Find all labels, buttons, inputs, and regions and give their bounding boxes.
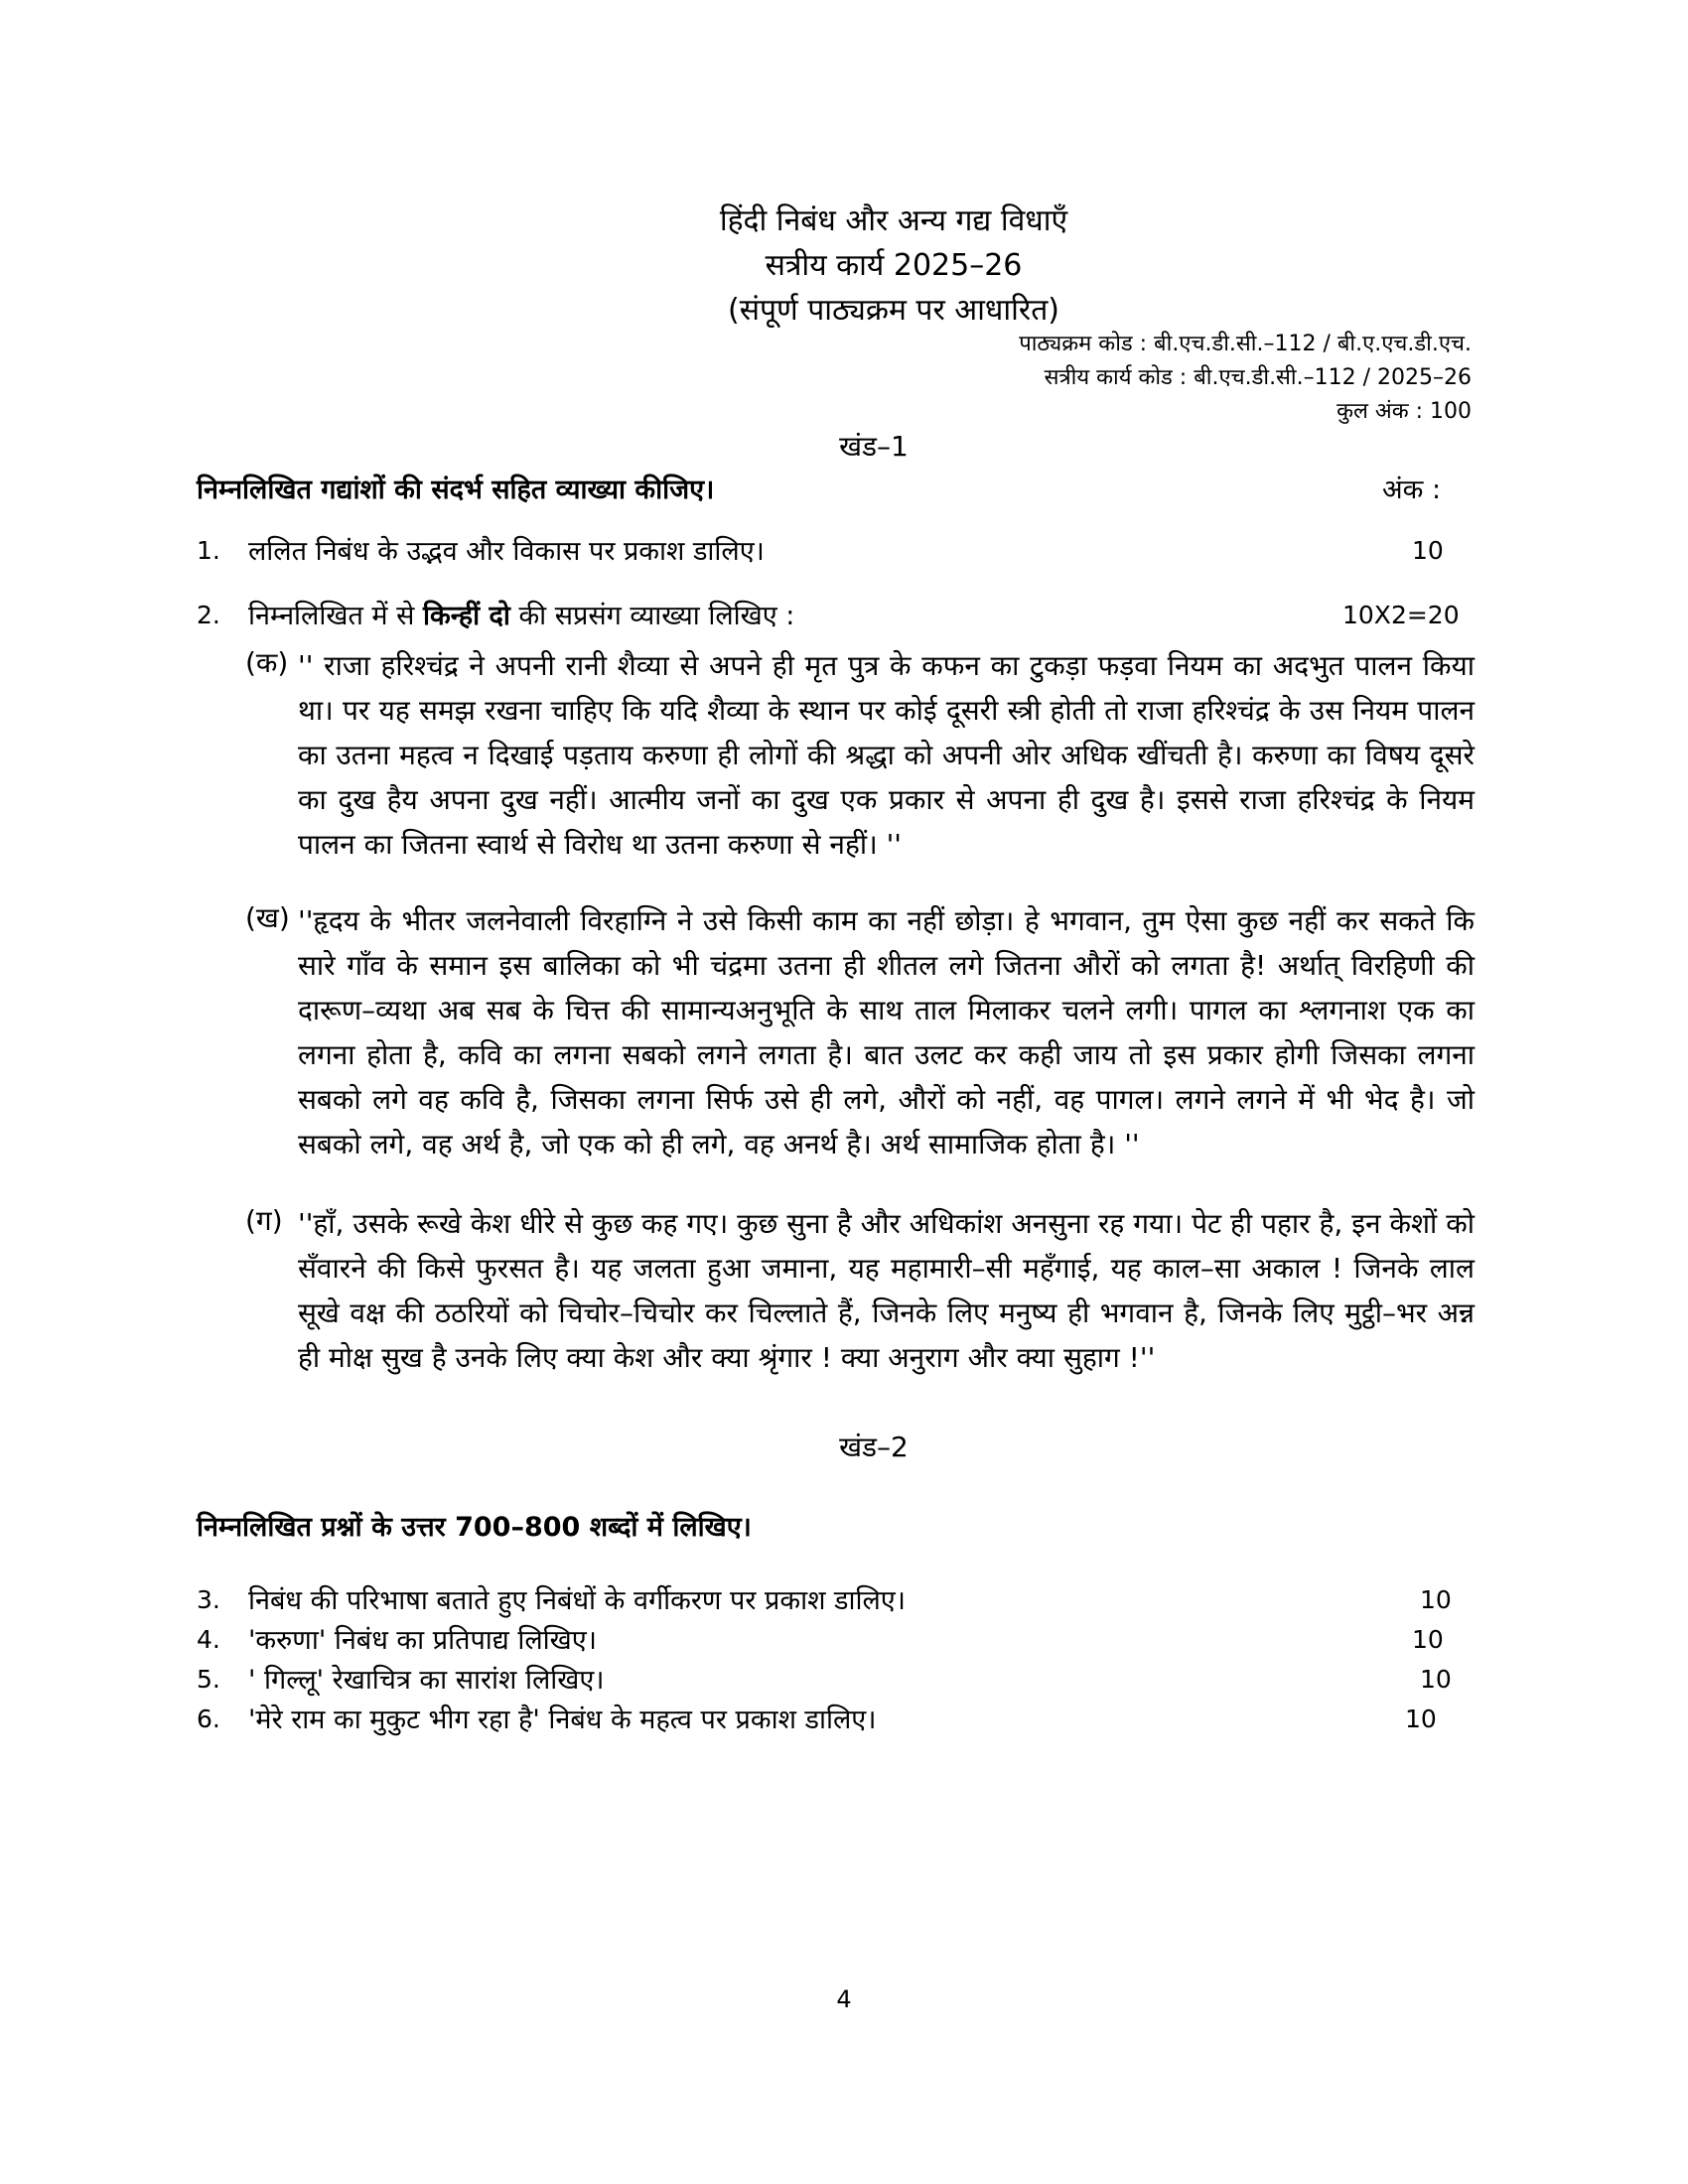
question-2-text-bold: किन्हीं दो (422, 601, 510, 631)
question-4-number: 4. (197, 1625, 220, 1654)
passage-ka-text: '' राजा हरिश्चंद्र ने अपनी रानी शैव्या से अपने ही मृत पुत्र के कफन का टुकड़ा फड़वा नियम का अदभुत पालन किया था। पर यह समझ रखना चाहिए कि यदि शैव्या के स्थान पर कोई दूसरी स्त्री होती तो राजा हरिश्चंद्र के उस नियम पालन का उतना महत्व न दिखाई पड़ताय करुणा ही लोगों की श्रद्धा को अपनी ओर अधिक खींचती है। करुणा का विषय दूसरे का दुख हैय अपना दुख नहीं। आत्मीय जनों का दुख एक प्रकार से अपना ही दुख है। इससे राजा हरिश्चंद्र के नियम पालन का जितना स्वार्थ से विरोध था उतना करुणा से नहीं। '' (298, 649, 1475, 861)
question-3-number: 3. (197, 1585, 220, 1614)
section-1-heading: खंड–1 (839, 430, 909, 463)
question-6-marks: 10 (1405, 1705, 1437, 1733)
total-marks: कुल अंक : 100 (1336, 399, 1472, 424)
passage-ga-label: (ग) (245, 1204, 283, 1237)
document-subtitle: सत्रीय कार्य 2025–26 (765, 248, 1023, 283)
question-2-text (248, 596, 794, 632)
passage-ka-label: (क) (245, 646, 289, 679)
question-1-text: ललित निबंध के उद्भव और विकास पर प्रकाश डालिए। (248, 536, 765, 567)
question-3-marks: 10 (1420, 1585, 1452, 1614)
question-2-marks: 10X2=20 (1342, 601, 1460, 629)
question-2-text-prefix: निम्नलिखित में से (248, 601, 423, 631)
question-6-number: 6. (197, 1705, 220, 1733)
question-5-text: ' गिल्लू' रेखाचित्र का सारांश लिखिए। (248, 1665, 605, 1696)
question-2-text-suffix: की सप्रसंग व्याख्या लिखिए : (509, 601, 795, 631)
section-1-instruction: निम्नलिखित गद्यांशों की संदर्भ सहित व्याख्या कीजिए। (197, 475, 715, 505)
question-1-marks: 10 (1412, 536, 1444, 565)
question-3-text: निबंध की परिभाषा बताते हुए निबंधों के वर्गीकरण पर प्रकाश डालिए। (248, 1585, 906, 1616)
page-number: 4 (836, 1985, 852, 2013)
question-2-number: 2. (197, 601, 220, 629)
section-2-instruction: निम्नलिखित प्रश्नों के उत्तर 700–800 शब्दों में लिखिए। (197, 1512, 752, 1543)
question-6-text: 'मेरे राम का मुकुट भीग रहा है' निबंध के महत्व पर प्रकाश डालिए। (248, 1705, 877, 1735)
question-5-number: 5. (197, 1665, 220, 1694)
document-basis-note: (संपूर्ण पाठ्यक्रम पर आधारित) (727, 293, 1060, 328)
question-4-marks: 10 (1412, 1625, 1444, 1654)
assignment-code: सत्रीय कार्य कोड : बी.एच.डी.सी.–112 / 2025–26 (1044, 365, 1472, 390)
passage-ga-text: ''हाँ, उसके रूखे केश धीरे से कुछ कह गए। कुछ सुना है और अधिकांश अनसुना रह गया। पेट ही पहार है, इन केशों को सँवारने की किसे फुरसत है। यह जलता हुआ जमाना, यह महामारी–सी महँगाई, यह काल–सा अकाल ! जिनके लाल सूखे वक्ष की ठठरियों को चिचोर–चिचोर कर चिल्लाते हैं, जिनके लिए मनुष्य ही भगवान है, जिनके लिए मुट्ठी–भर अन्न ही मोक्ष सुख है उनके लिए क्या केश और क्या श्रृंगार ! क्या अनुराग और क्या सुहाग !'' (298, 1207, 1475, 1374)
question-5-marks: 10 (1420, 1665, 1452, 1694)
question-1-number: 1. (197, 536, 220, 565)
document-title: हिंदी निबंध और अन्य गद्य विधाएँ (719, 204, 1068, 238)
course-code: पाठ्यक्रम कोड : बी.एच.डी.सी.–112 / बी.ए.एच.डी.एच. (1019, 332, 1472, 356)
passage-kha-text: ''हृदय के भीतर जलनेवाली विरहाग्नि ने उसे किसी काम का नहीं छोड़ा। हे भगवान, तुम ऐसा कुछ नहीं कर सकते कि सारे गाँव के समान इस बालिका को भी चंद्रमा उतना ही शीतल लगे जितना औरों को लगता है! अर्थात् विरहिणी की दारूण–व्यथा अब सब के चित्त की सामान्यअनुभूति के साथ ताल मिलाकर चलने लगी। पागल का श्लगनाश एक का लगना होता है, कवि का लगना सबको लगने लगता है। बात उलट कर कही जाय तो इस प्रकार होगी जिसका लगना सबको लगे वह कवि है, जिसका लगना सिर्फ उसे ही लगे, औरों को नहीं, वह पागल। लगने लगने में भी भेद है। जो सबको लगे, वह अर्थ है, जो एक को ही लगे, वह अनर्थ है। अर्थ सामाजिक होता है। '' (298, 904, 1475, 1160)
question-4-text: 'करुणा' निबंध का प्रतिपाद्य लिखिए। (248, 1625, 597, 1656)
section-2-heading: खंड–2 (839, 1431, 909, 1463)
passage-kha-label: (ख) (245, 901, 290, 934)
marks-label: अंक : (1382, 475, 1442, 505)
